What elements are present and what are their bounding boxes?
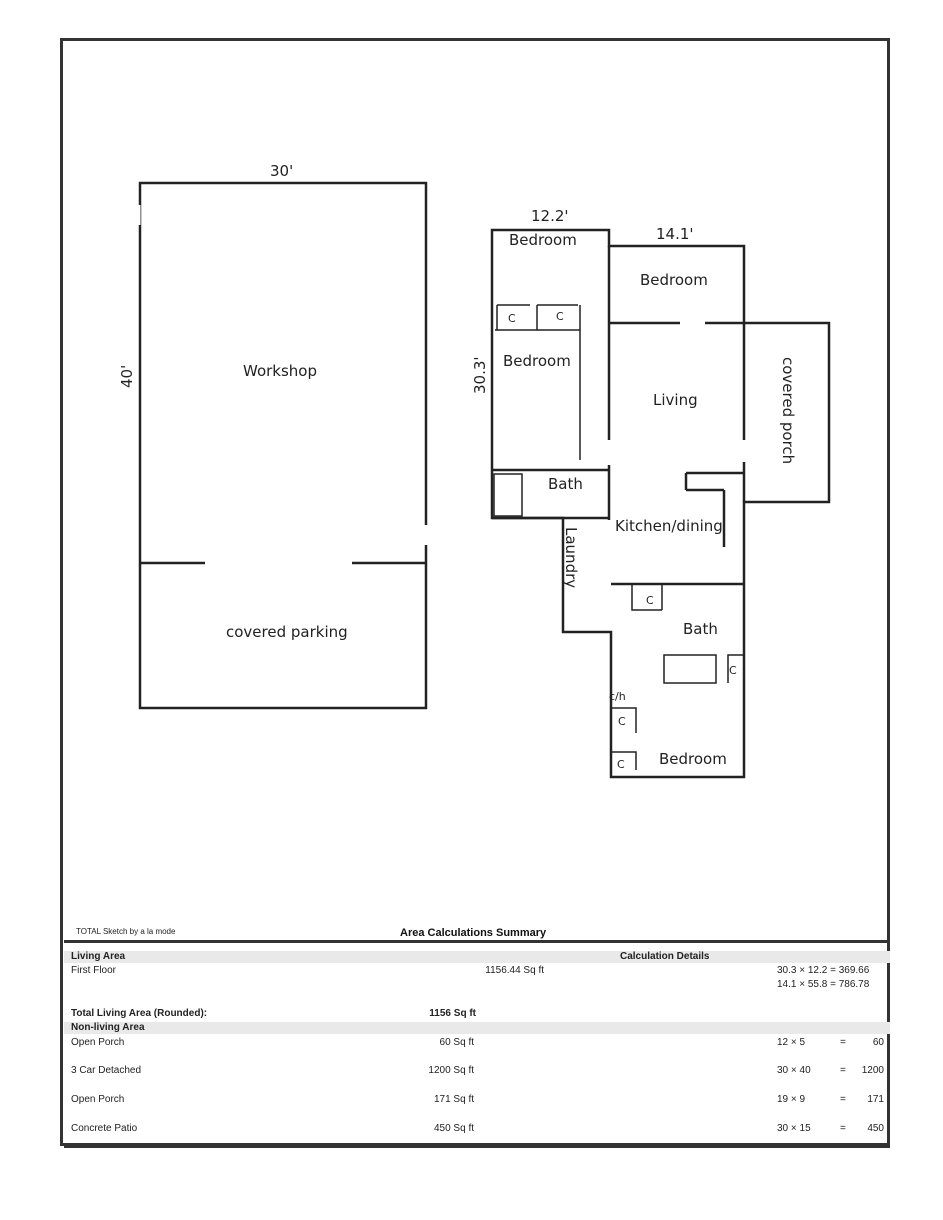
calc-details-header: Calculation Details: [620, 951, 710, 962]
first-floor-detail-1: 30.3 × 12.2 = 369.66: [777, 965, 870, 976]
room-kitchen: Kitchen/dining: [615, 517, 723, 535]
workshop-height-label: 40': [118, 364, 136, 388]
total-living-value: 1156 Sq ft: [429, 1008, 476, 1019]
closet-label-1: C: [508, 312, 516, 325]
non-living-header: Non-living Area: [71, 1022, 145, 1033]
room-bath-w: Bath: [548, 475, 583, 493]
closet-label-3: C: [646, 594, 654, 607]
non-living-value: 60 Sq ft: [439, 1037, 474, 1048]
non-living-value: 1200 Sq ft: [428, 1065, 474, 1076]
non-living-label: Open Porch: [71, 1037, 125, 1048]
non-living-calc: 30 × 40: [777, 1065, 811, 1076]
non-living-result: 450: [867, 1123, 884, 1134]
non-living-eq: =: [840, 1123, 846, 1134]
area-summary-table: [64, 940, 890, 1148]
room-bedroom-s: Bedroom: [659, 750, 727, 768]
closet-label-5: C: [618, 715, 626, 728]
first-floor-label: First Floor: [71, 965, 116, 976]
non-living-header-row: [64, 1022, 890, 1034]
tub-s: [664, 655, 716, 683]
non-living-eq: =: [840, 1065, 846, 1076]
closet-label-4: C: [729, 664, 737, 677]
room-laundry: Laundry: [562, 527, 580, 589]
non-living-eq: =: [840, 1094, 846, 1105]
summary-title: Area Calculations Summary: [400, 927, 547, 939]
non-living-calc: 12 × 5: [777, 1037, 806, 1048]
living-area-header: Living Area: [71, 951, 126, 962]
room-bath-s: Bath: [683, 620, 718, 638]
non-living-value: 450 Sq ft: [433, 1123, 474, 1134]
room-living: Living: [653, 391, 698, 409]
summary-bottom-rule: [64, 1145, 890, 1148]
non-living-result: 171: [867, 1094, 884, 1105]
non-living-calc: 30 × 15: [777, 1123, 811, 1134]
house-dim-left: 30.3': [471, 356, 489, 394]
house-outline: [492, 230, 829, 777]
house-dim-top-left: 12.2': [531, 207, 569, 225]
non-living-result: 1200: [861, 1065, 884, 1076]
non-living-result: 60: [872, 1037, 884, 1048]
non-living-eq: =: [840, 1037, 846, 1048]
non-living-label: Concrete Patio: [71, 1123, 138, 1134]
sketch-credit: TOTAL Sketch by a la mode: [76, 927, 176, 936]
covered-parking-label: covered parking: [226, 623, 348, 641]
tub-w: [494, 474, 522, 516]
non-living-label: Open Porch: [71, 1094, 125, 1105]
house-dim-top-right: 14.1': [656, 225, 694, 243]
non-living-label: 3 Car Detached: [71, 1065, 142, 1076]
room-bedroom-w: Bedroom: [503, 352, 571, 370]
room-covered-porch: covered porch: [779, 357, 797, 465]
non-living-calc: 19 × 9: [777, 1094, 806, 1105]
total-living-label: Total Living Area (Rounded):: [71, 1008, 208, 1019]
workshop-room-label: Workshop: [243, 362, 318, 380]
living-area-header-row: [64, 951, 890, 963]
non-living-value: 171 Sq ft: [433, 1094, 474, 1105]
first-floor-detail-2: 14.1 × 55.8 = 786.78: [777, 979, 870, 990]
workshop-width-label: 30': [270, 162, 294, 180]
room-bedroom-ne: Bedroom: [640, 271, 708, 289]
closet-label-2: C: [556, 310, 564, 323]
closet-label-6: C: [617, 758, 625, 771]
closet-label-ch: c/h: [609, 690, 626, 703]
room-bedroom-nw: Bedroom: [509, 231, 577, 249]
first-floor-value: 1156.44 Sq ft: [485, 965, 544, 976]
